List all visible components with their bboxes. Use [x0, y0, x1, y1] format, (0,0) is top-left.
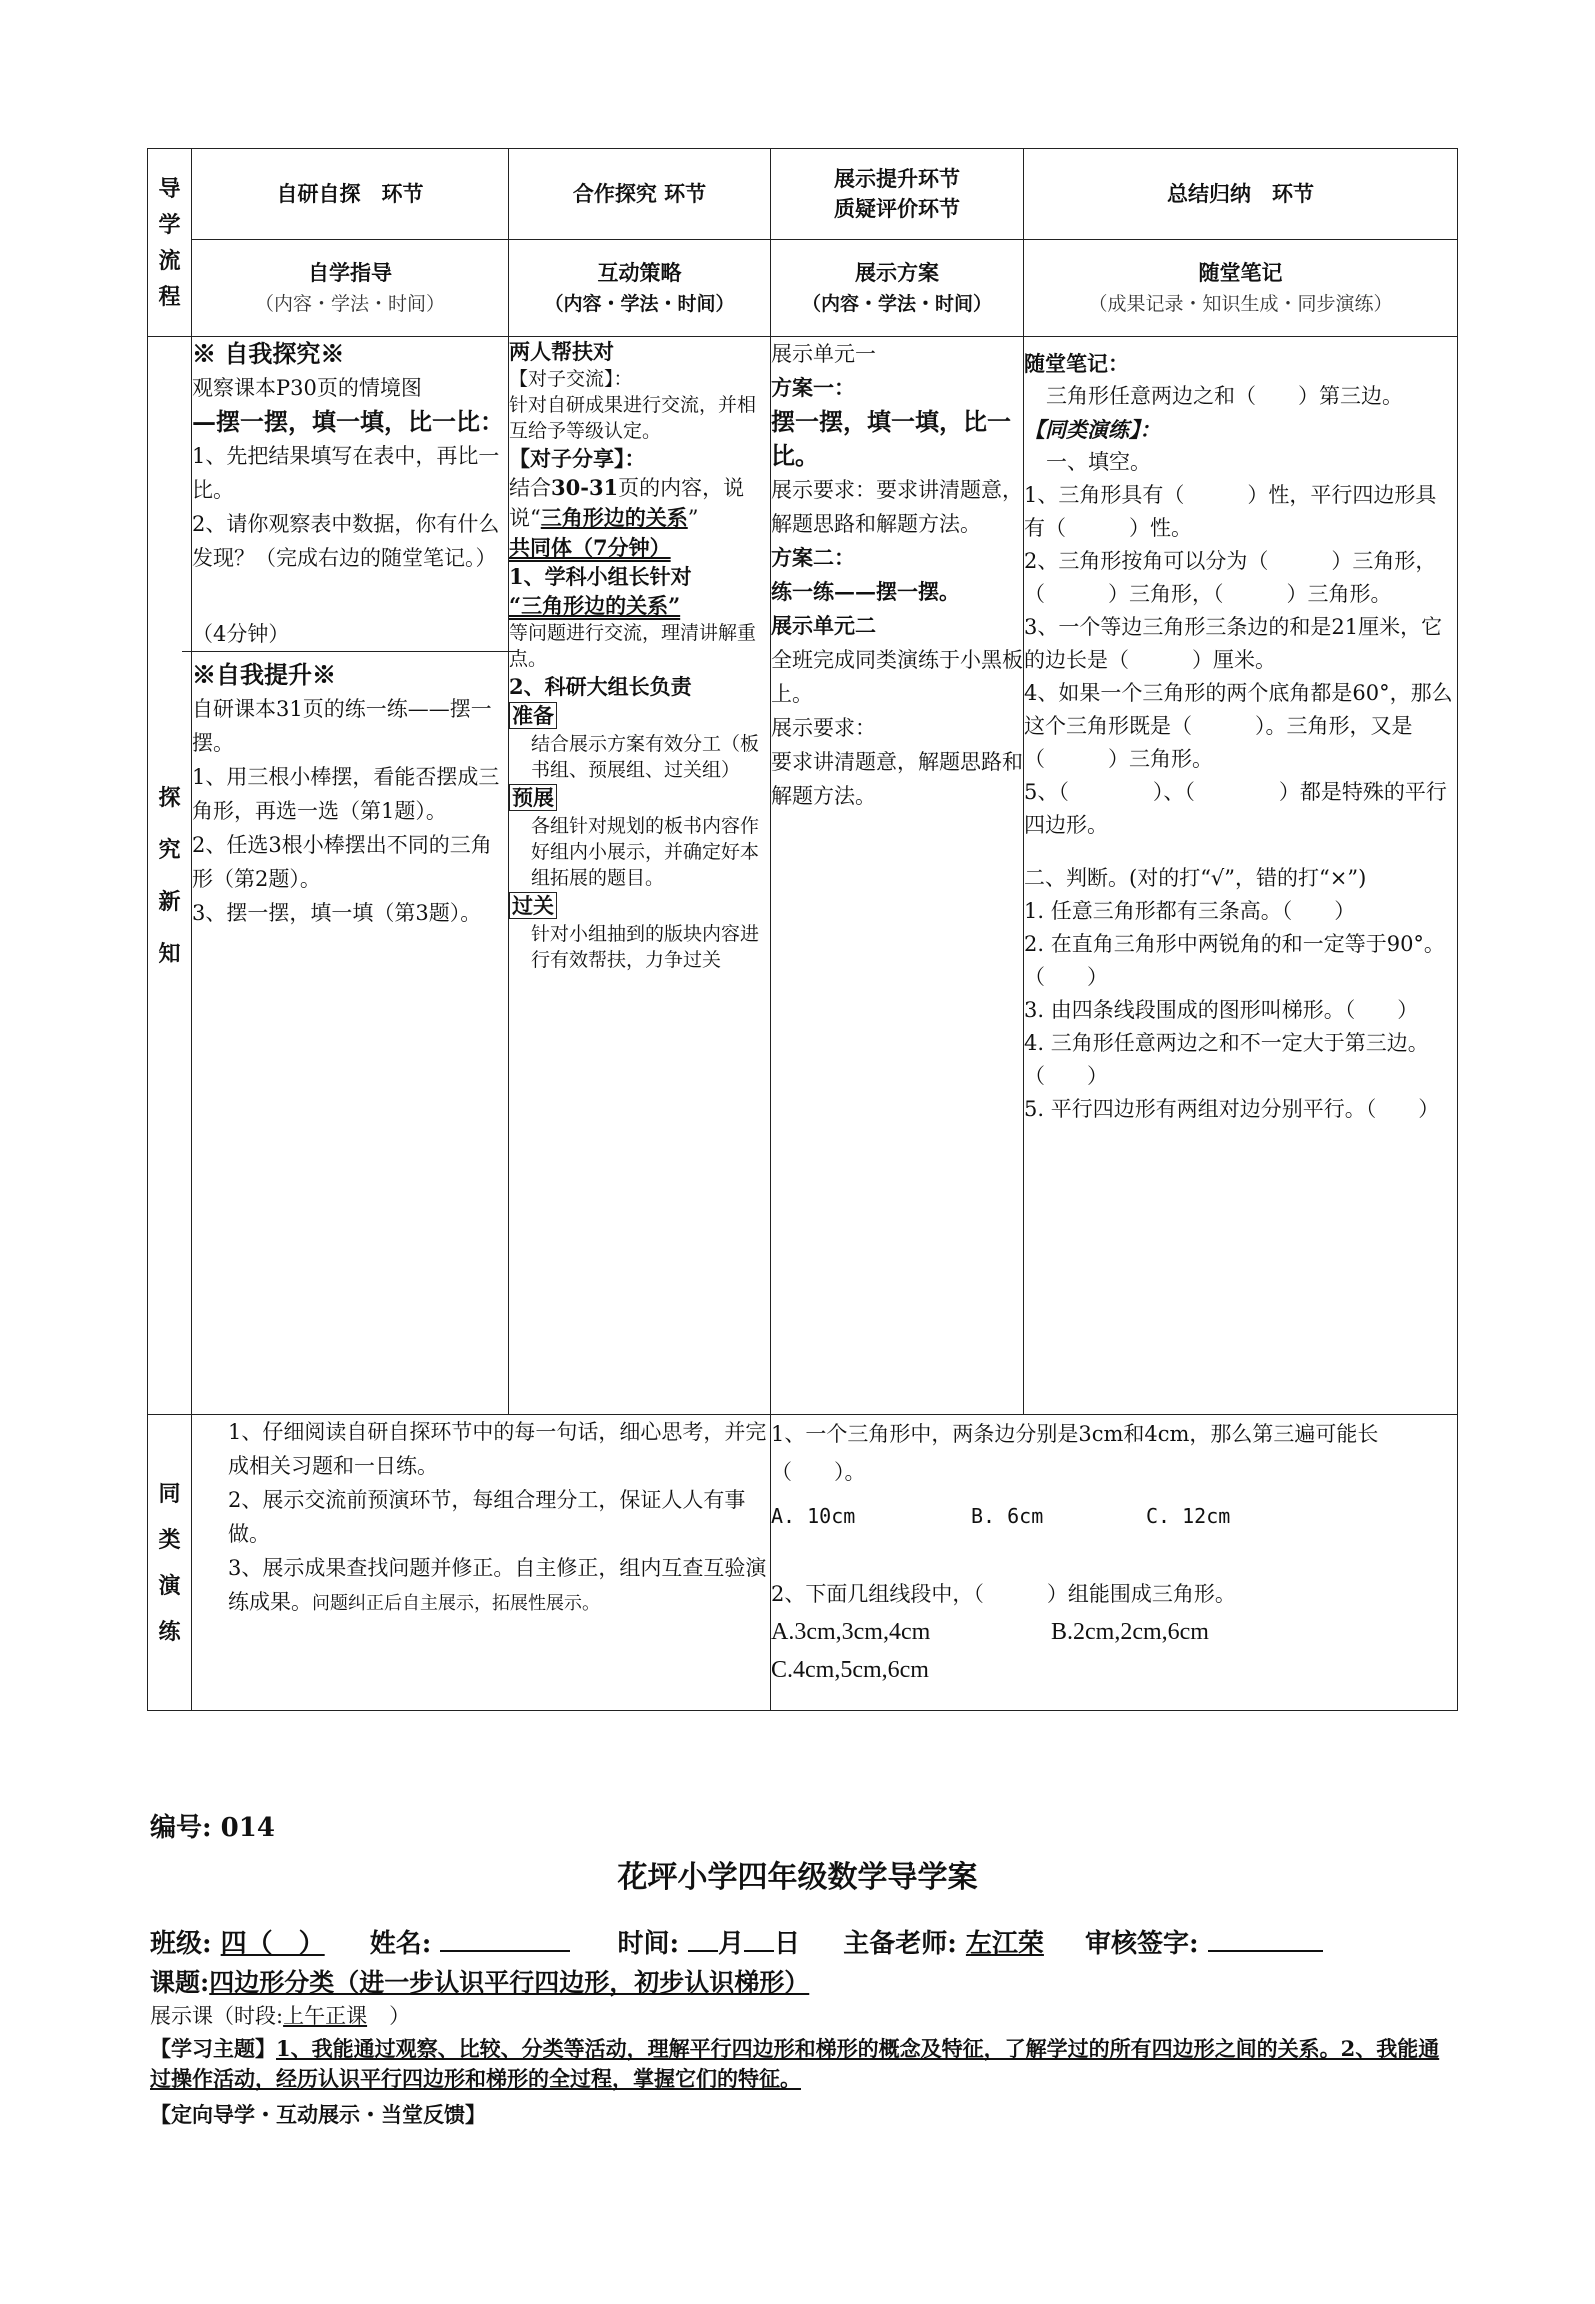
practice-questions-cell: 1、一个三角形中，两条边分别是3cm和4cm，那么第三遍可能长（ ）。 A. 10cm B. 6cm C. 12cm 2、下面几组线段中，（ ）组能围成三角形。 A.3cm,3cm,4cm B.2cm,2cm,6cm C.4cm,5cm,6cm: [771, 1415, 1458, 1711]
subheader-col3: 展示方案 （内容・学法・时间）: [771, 240, 1024, 337]
practice-guide-cell: 1、仔细阅读自研自探环节中的每一句话，细心思考，并完成相关习题和一日练。 2、展示交流前预演环节，每组合理分工，保证人人有事做。 3、展示成果查找问题并修正。自主修正，组内互查互验演练成果。问题纠正后自主展示，拓展性展示。: [192, 1415, 771, 1711]
header-col4: 总结归纳 环节: [1024, 149, 1458, 240]
guide-line: 【定向导学・互动展示・当堂反馈】: [150, 2102, 486, 2127]
subheader-col2: 互动策略 （内容・学法・时间）: [509, 240, 771, 337]
header-col1: 自研自探 环节: [192, 149, 509, 240]
header-col3: 展示提升环节 质疑评价环节: [771, 149, 1024, 240]
side-label-flow: 导学流程: [148, 149, 192, 337]
doc-number: 编号: 014: [150, 1813, 275, 1843]
info-line: 班级: 四（ ） 姓名: 时间: 月 日 主备老师: 左江荣 审核签字:: [150, 1923, 1323, 1960]
preview-box: 预展: [509, 784, 557, 811]
interaction-cell: 两人帮扶对 【对子交流】： 针对自研成果进行交流，并相互给予等级认定。 【对子分享】： 结合30-31页的内容，说说“三角形边的关系” 共同体（7分钟） 1、学科小组长针对 “三角形边的关系” 等问题进行交流，理清讲解重点。 2、科研大组长负责 准备 结合展示方案有效分工（板书组、预展组、过关组） 预展 各组针对规划的板书内容作好组内小展示，并确定好本组拓展的题目。 过关 针对小组抽到的版块内容进行有效帮扶，力争过关: [509, 337, 771, 1415]
header-col2: 合作探究 环节: [509, 149, 771, 240]
topic-line: 课题:四边形分类（进一步认识平行四边形，初步认识梯形）: [150, 1968, 810, 1997]
lesson-line: 展示课（时段:上午正课 ）: [150, 2004, 411, 2028]
subheader-col4: 随堂笔记 （成果记录・知识生成・同步演练）: [1024, 240, 1458, 337]
side-label-practice: 同类演练: [148, 1415, 192, 1711]
show-plan-cell: 展示单元一 方案一： 摆一摆，填一填，比一比。 展示要求：要求讲清题意，解题思路和解题方法。 方案二： 练一练——摆一摆。 展示单元二 全班完成同类演练于小黑板上。 展示要求： 要求讲清题意，解题思路和解题方法。: [771, 337, 1024, 1415]
subheader-col1: 自学指导 （内容・学法・时间）: [192, 240, 509, 337]
notes-cell: 随堂笔记： 三角形任意两边之和（ ）第三边。 【同类演练】： 一、填空。 1、三角形具有（ ）性，平行四边形具有（ ）性。 2、三角形按角可以分为（ ）三角形，（ ）三角形，（ ）三角形。 3、一个等边三角形三条边的和是21厘米，它的边长是（ ）厘米。 4、如果一个三角形的两个底角都是60°，那么这个三角形既是（ ）。三角形，又是（ ）三角形。 5、（ ）、（ ）都是特殊的平行四边形。 二、判断。(对的打“√”，错的打“×”) 1. 任意三角形都有三条高。（ ） 2. 在直角三角形中两锐角的和一定等于90°。（ ） 3. 由四条线段围成的图形叫梯形。（ ） 4. 三角形任意两边之和不一定大于第三边。（ ） 5. 平行四边形有两组对边分别平行。（ ）: [1024, 337, 1458, 1415]
lesson-table: [147, 148, 1458, 1711]
pass-box: 过关: [509, 892, 557, 919]
self-study-cell: ※ 自我探究※ 观察课本P30页的情境图 —摆一摆，填一填，比一比： 1、先把结果填写在表中，再比一比。 2、请你观察表中数据，你有什么发现？（完成右边的随堂笔记。） （4分钟） ※自我提升※ 自研课本31页的练一练——摆一摆。 1、用三根小棒摆，看能否摆成三角形，再选一选（第1题）。 2、任选3根小棒摆出不同的三角形（第2题）。 3、摆一摆，填一填（第3题）。: [192, 337, 509, 1415]
doc-title: 花坪小学四年级数学导学案: [617, 1860, 978, 1895]
side-label-explore: 探究新知: [148, 337, 192, 1415]
learning-theme: 【学习主题】1、我能通过观察、比较、分类等活动，理解平行四边形和梯形的概念及特征，了解学过的所有四边形之间的关系。2、我能通过操作活动，经历认识平行四边形和梯形的全过程，掌握它们的特征。: [150, 2036, 1440, 2091]
prepare-box: 准备: [509, 702, 557, 729]
